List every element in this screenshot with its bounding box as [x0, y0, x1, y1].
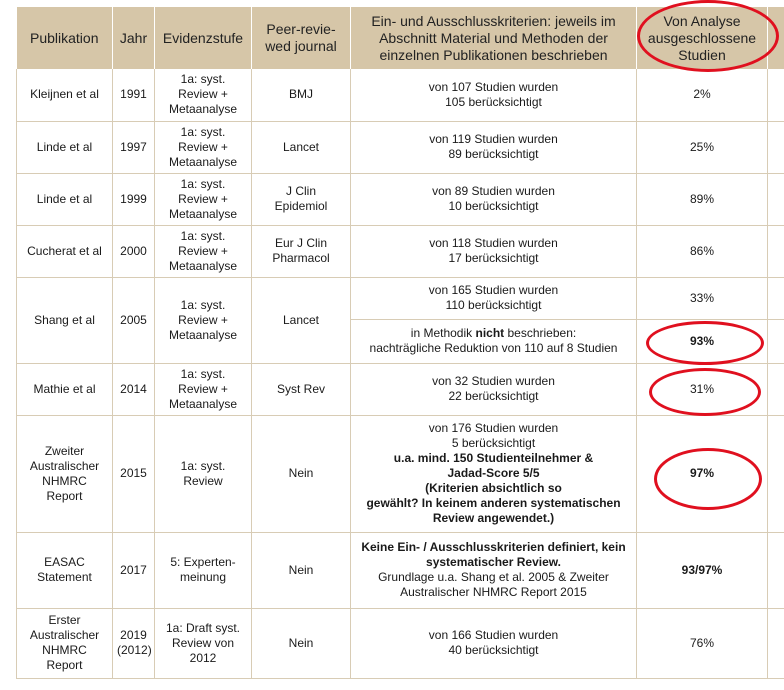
- table-row: [17, 277, 784, 319]
- cell-year: 1999: [113, 173, 155, 225]
- table-row: [17, 415, 784, 532]
- cell-year: 2019 (2012): [113, 608, 155, 678]
- cell-excl: 97%: [637, 415, 768, 532]
- table-row: [17, 173, 784, 225]
- header-publikation: Publikation: [17, 7, 113, 69]
- cell-journal: Nein: [252, 415, 351, 532]
- cell-journal: Eur J Clin Pharmacol: [252, 225, 351, 277]
- cell-year: 1997: [113, 121, 155, 173]
- cell-crit: von 32 Studien wurden 22 berücksichtigt: [351, 363, 637, 415]
- cell-pub: Cucherat et al: [17, 225, 113, 277]
- cell-pub: Erster Australischer NHMRC Report: [17, 608, 113, 678]
- cell-ev: 1a: syst. Review + Metaanalyse: [155, 69, 252, 121]
- cell-crit: von 107 Studien wurden 105 berücksichtigt: [351, 69, 637, 121]
- cell-journal: Lancet: [252, 277, 351, 363]
- cell-excl: 93/97%: [637, 532, 768, 608]
- cell-excl: 31%: [637, 363, 768, 415]
- cell-crit: von 166 Studien wurden 40 berücksichtigt: [351, 608, 637, 678]
- cell-journal: BMJ: [252, 69, 351, 121]
- cell-ev: 1a: syst. Review: [155, 415, 252, 532]
- header-evidenzstufe: Evidenzstufe: [155, 7, 252, 69]
- cell-year: 2015: [113, 415, 155, 532]
- cell-crit: von 118 Studien wurden 17 berücksichtigt: [351, 225, 637, 277]
- cell-crit-method: in Methodik nicht beschrieben: nachträgliche Reduktion von 110 auf 8 Studien: [351, 319, 637, 363]
- cell-pub: Zweiter Australischer NHMRC Report: [17, 415, 113, 532]
- publication-table: [16, 7, 784, 679]
- cell-crit: von 165 Studien wurden 110 berücksichtigt: [351, 277, 637, 319]
- cell-pub: Linde et al: [17, 121, 113, 173]
- cell-excl: 86%: [637, 225, 768, 277]
- cell-crit: von 176 Studien wurden 5 berücksichtigt u.a. mind. 150 Studienteilnehmer & Jadad-Score 5/5 (Kriterien absichtlich so gewählt? In keinem anderen systematischen Review angewendet.): [351, 415, 637, 532]
- header-stub: [768, 7, 784, 69]
- cell-journal: Nein: [252, 608, 351, 678]
- table-row: [17, 121, 784, 173]
- cell-excl: 33%: [637, 277, 768, 319]
- cell-ev: 1a: syst. Review + Metaanalyse: [155, 225, 252, 277]
- cell-year: 2000: [113, 225, 155, 277]
- cell-excl: 25%: [637, 121, 768, 173]
- cell-journal: Syst Rev: [252, 363, 351, 415]
- cell-journal: J Clin Epidemiol: [252, 173, 351, 225]
- cell-ev: 1a: syst. Review + Metaanalyse: [155, 363, 252, 415]
- cell-crit: Keine Ein- / Ausschlusskriterien definiert, kein systematischer Review. Grundlage u.a. Shang et al. 2005 & Zweiter Australischer NHMRC Report 2015: [351, 532, 637, 608]
- table-row: [17, 225, 784, 277]
- cell-ev: 1a: syst. Review + Metaanalyse: [155, 121, 252, 173]
- cell-ev: 1a: syst. Review + Metaanalyse: [155, 173, 252, 225]
- header-jahr: Jahr: [113, 7, 155, 69]
- header-ausgeschlossen: Von Analyse ausgeschlossene Studien: [637, 7, 768, 69]
- cell-journal: Lancet: [252, 121, 351, 173]
- cell-pub: Kleijnen et al: [17, 69, 113, 121]
- table-row: [17, 69, 784, 121]
- cell-pub: Mathie et al: [17, 363, 113, 415]
- cell-pub: Shang et al: [17, 277, 113, 363]
- cell-ev: 5: Experten- meinung: [155, 532, 252, 608]
- cell-year: 2017: [113, 532, 155, 608]
- cell-crit: von 89 Studien wurden 10 berücksichtigt: [351, 173, 637, 225]
- cell-pub: Linde et al: [17, 173, 113, 225]
- header-journal: Peer-revie- wed journal: [252, 7, 351, 69]
- table-row: [17, 532, 784, 608]
- cell-year: 2014: [113, 363, 155, 415]
- cell-excl: 89%: [637, 173, 768, 225]
- cell-ev: 1a: Draft syst. Review von 2012: [155, 608, 252, 678]
- cell-crit: von 119 Studien wurden 89 berücksichtigt: [351, 121, 637, 173]
- header-kriterien: Ein- und Ausschlusskriterien: jeweils im Abschnitt Material und Methoden der einzelnen Publikationen beschrieben: [351, 7, 637, 69]
- table-row: [17, 608, 784, 678]
- header-row: [17, 7, 784, 69]
- cell-ev: 1a: syst. Review + Metaanalyse: [155, 277, 252, 363]
- cell-journal: Nein: [252, 532, 351, 608]
- table-row: [17, 363, 784, 415]
- cell-year: 2005: [113, 277, 155, 363]
- cell-excl-method: 93%: [637, 319, 768, 363]
- cell-excl: 2%: [637, 69, 768, 121]
- cell-excl: 76%: [637, 608, 768, 678]
- cell-year: 1991: [113, 69, 155, 121]
- cell-pub: EASAC Statement: [17, 532, 113, 608]
